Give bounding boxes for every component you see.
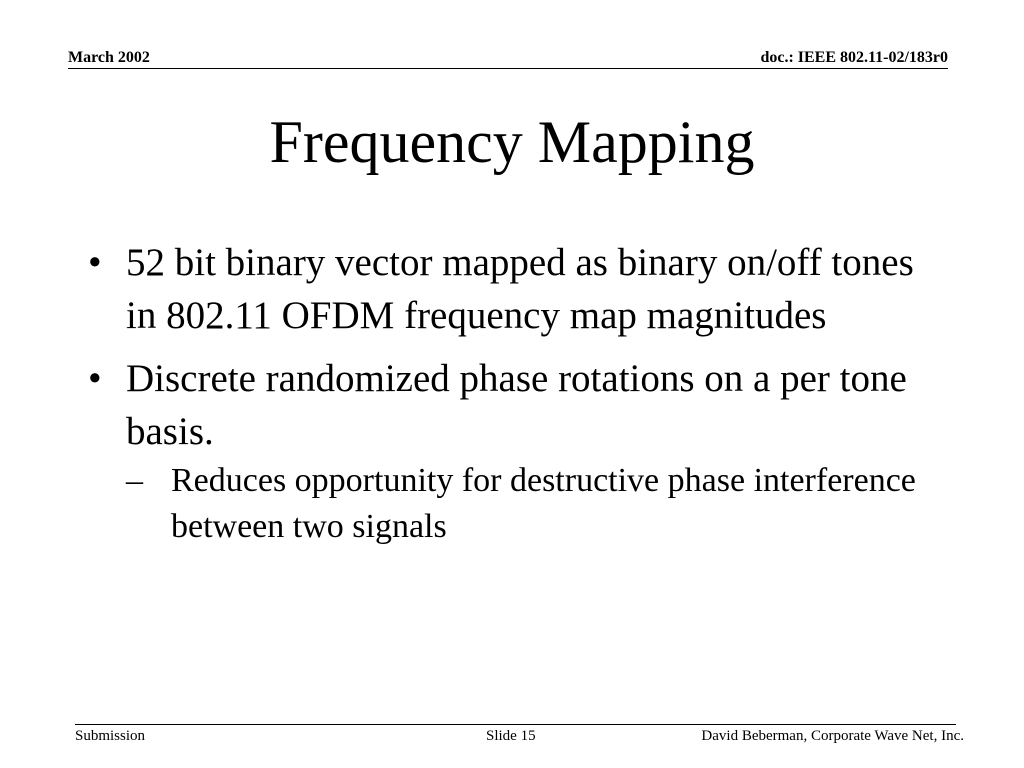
slide-title: Frequency Mapping xyxy=(269,109,755,175)
bullet-marker: • xyxy=(88,357,102,400)
header-date: March 2002 xyxy=(68,49,150,66)
footer-divider xyxy=(75,724,956,725)
bullet-marker: • xyxy=(88,241,102,284)
bullet-item xyxy=(88,352,918,550)
bullet-text: 52 bit binary vector mapped as binary on/off tones in 802.11 OFDM frequency map magnitudes xyxy=(126,241,914,337)
bullet-list xyxy=(88,236,918,560)
footer-slide-number: Slide 15 xyxy=(486,728,536,744)
sub-bullet-item xyxy=(126,458,918,550)
sub-bullet-text: Reduces opportunity for destructive phase interference between two signals xyxy=(171,462,916,545)
sub-bullet-marker: – xyxy=(126,462,143,499)
header-doc-id: doc.: IEEE 802.11-02/183r0 xyxy=(760,49,948,66)
bullet-text: Discrete randomized phase rotations on a per tone basis. xyxy=(126,357,907,453)
footer-author: David Beberman, Corporate Wave Net, Inc. xyxy=(701,728,964,744)
bullet-item xyxy=(88,236,918,342)
sub-bullet-list xyxy=(126,458,918,550)
footer-submission: Submission xyxy=(75,728,146,744)
header-divider xyxy=(68,68,948,69)
